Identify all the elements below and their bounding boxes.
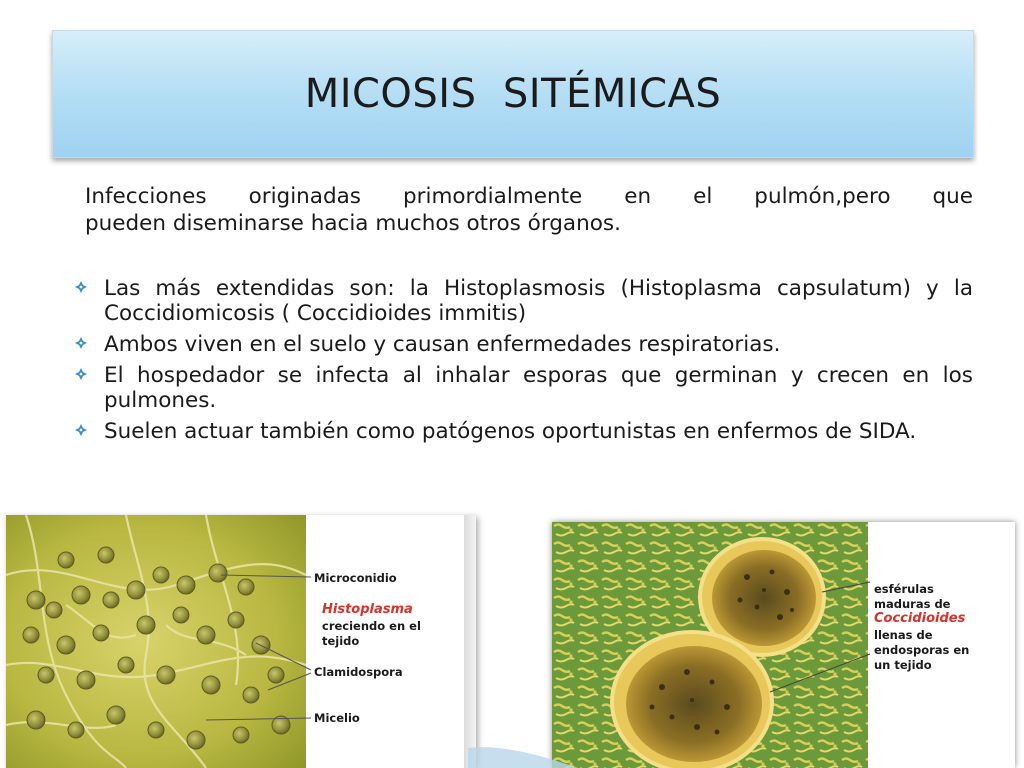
bullet-item — [70, 363, 973, 413]
histoplasma-figure — [6, 515, 476, 768]
intro-line-2: pueden diseminarse hacia muchos otros órganos. — [85, 211, 621, 236]
label-clamidospora: Clamidospora — [314, 665, 403, 679]
intro-line-1: Infecciones originadas primordialmente en el pulmón,pero que — [85, 184, 973, 209]
image-edge-strip — [464, 515, 476, 768]
bullet-list — [70, 276, 973, 450]
label-coccidioides: Coccidioides — [874, 611, 966, 626]
label-creciendo-line2: tejido — [322, 634, 360, 648]
diamond-bullet-icon — [74, 423, 88, 437]
bullet-item — [70, 332, 973, 357]
slide-title: MICOSIS SITÉMICAS — [304, 71, 722, 117]
bullet-item — [70, 276, 973, 326]
pointer-lines — [6, 515, 476, 768]
label-micelio: Micelio — [314, 711, 360, 725]
bullet-text: El hospedador se infecta al inhalar esporas que germinan y crecen en los pulmones. — [104, 363, 973, 413]
bullet-text: Las más extendidas son: la Histoplasmosis (Histoplasma capsulatum) y la Coccidiomicosis ( Coccidioides immitis) — [104, 276, 973, 326]
label-maduras: maduras de — [874, 597, 951, 611]
diamond-bullet-icon — [74, 336, 88, 350]
bullet-item — [70, 419, 973, 444]
title-banner — [52, 30, 974, 158]
bullet-text: Ambos viven en el suelo y causan enfermedades respiratorias. — [104, 332, 781, 357]
intro-paragraph — [85, 183, 973, 237]
label-llenas: llenas de — [874, 628, 933, 642]
label-histoplasma: Histoplasma — [322, 602, 413, 617]
decorative-corner-swoosh — [468, 740, 578, 768]
coccidioides-figure — [552, 522, 1015, 768]
label-microconidio: Microconidio — [314, 571, 397, 585]
label-un-tejido: un tejido — [874, 658, 932, 672]
diamond-bullet-icon — [74, 280, 88, 294]
diamond-bullet-icon — [74, 367, 88, 381]
label-creciendo-line1: creciendo en el — [322, 619, 421, 633]
label-endosporas: endosporas en — [874, 643, 970, 657]
bullet-text: Suelen actuar también como patógenos oportunistas en enfermos de SIDA. — [104, 419, 917, 444]
label-esferulas: esférulas — [874, 582, 934, 596]
